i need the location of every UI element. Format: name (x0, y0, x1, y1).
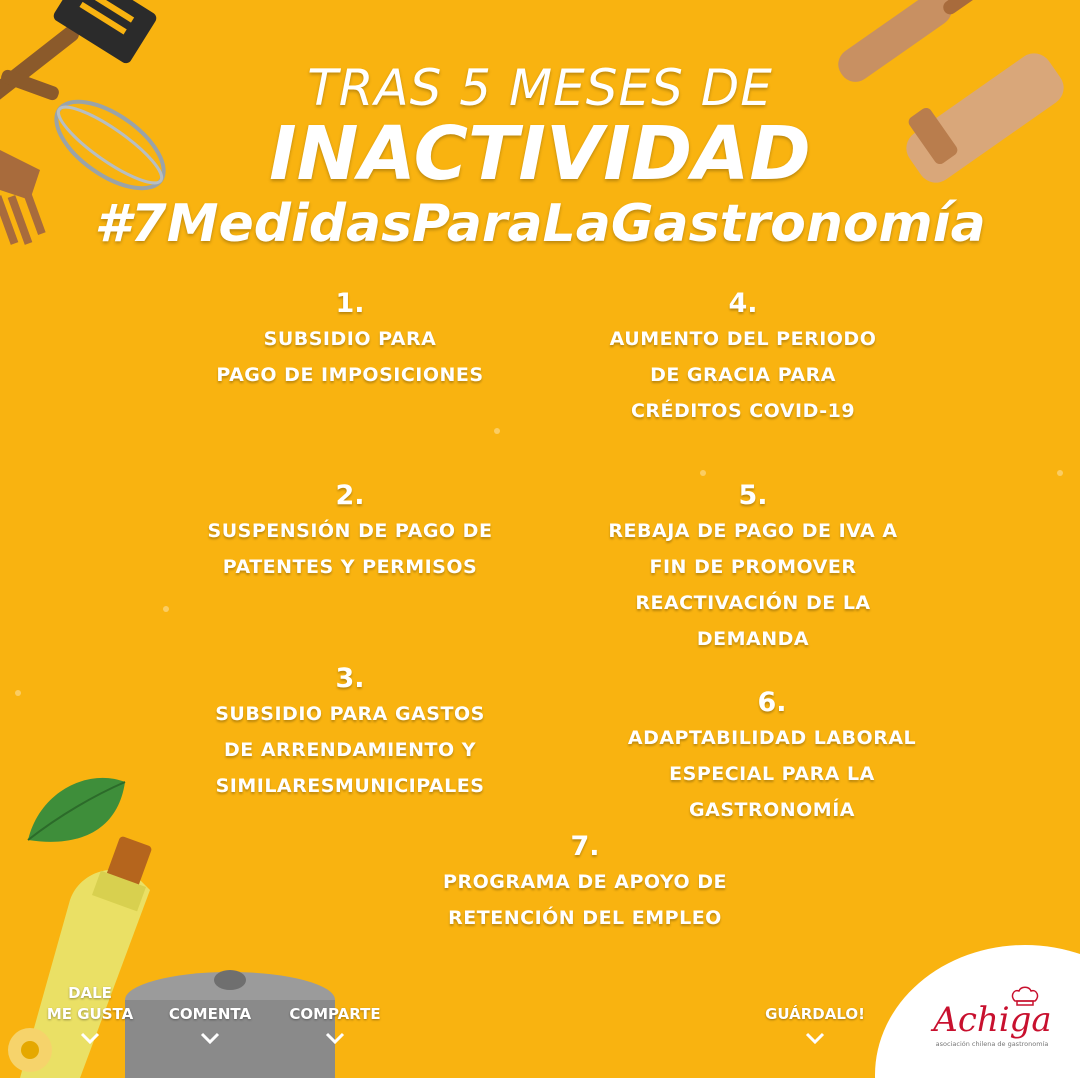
measure-1 (150, 287, 550, 393)
chevron-down-icon (805, 1032, 825, 1044)
basil-leaf-icon (28, 778, 125, 842)
measure-text: PROGRAMA DE APOYO DE RETENCIÓN DEL EMPLEO (443, 871, 727, 929)
measure-number: 6. (757, 687, 787, 718)
chevron-down-icon (325, 1032, 345, 1044)
chevron-down-icon (80, 1032, 100, 1044)
flower-icon (8, 1028, 52, 1072)
logo-tagline: asociación chilena de gastronomía (935, 1040, 1049, 1048)
measure-5 (553, 479, 953, 657)
measure-number: 2. (335, 480, 365, 511)
save-prompt: GUÁRDALO! (765, 1005, 865, 1023)
comment-prompt: COMENTA (168, 1005, 252, 1023)
measure-text: AUMENTO DEL PERIODO DE GRACIA PARA CRÉDITOS COVID-19 (609, 328, 877, 422)
like-prompt: DALE ME GUSTA (46, 984, 134, 1023)
measure-text: REBAJA DE PAGO DE IVA A FIN DE PROMOVER REACTIVACIÓN DE LA DEMANDA (608, 520, 898, 650)
measure-text: SUSPENSIÓN DE PAGO DE PATENTES Y PERMISOS (207, 520, 493, 578)
measure-6 (572, 686, 972, 828)
measure-number: 4. (728, 288, 758, 319)
measure-text: ADAPTABILIDAD LABORAL ESPECIAL PARA LA GASTRONOMÍA (627, 727, 917, 821)
measure-number: 1. (335, 288, 365, 319)
logo-wordmark: Achiga (933, 1000, 1052, 1040)
measure-number: 7. (570, 831, 600, 862)
measure-number: 5. (738, 480, 768, 511)
measure-text: SUBSIDIO PARA PAGO DE IMPOSICIONES (216, 328, 484, 386)
headline-line-1: TRAS 5 MESES DE (307, 59, 773, 117)
measure-4 (543, 287, 943, 429)
measure-3 (150, 662, 550, 804)
measure-2 (150, 479, 550, 585)
measure-7 (385, 830, 785, 936)
measure-text: SUBSIDIO PARA GASTOS DE ARRENDAMIENTO Y SIMILARESMUNICIPALES (215, 703, 485, 797)
headline-line-2: INACTIVIDAD (269, 111, 811, 197)
hashtag: #7MedidasParaLaGastronomía (94, 194, 986, 254)
measure-number: 3. (335, 663, 365, 694)
chevron-down-icon (200, 1032, 220, 1044)
share-prompt: COMPARTE (289, 1005, 381, 1023)
